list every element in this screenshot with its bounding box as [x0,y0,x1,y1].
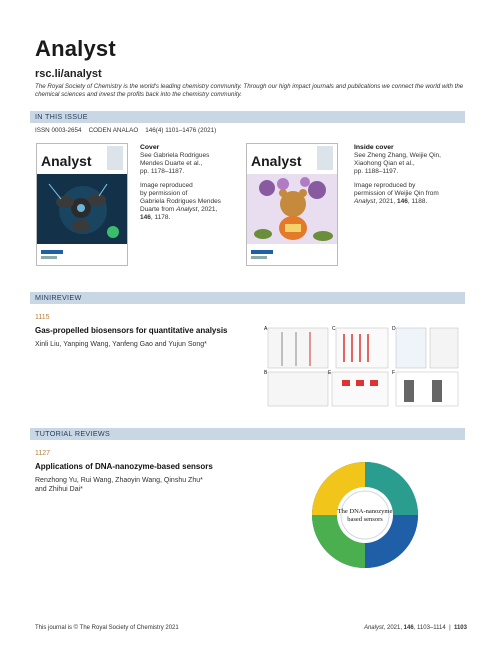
inside-cover-logo: Analyst [251,153,302,169]
footer-citation: Analyst, 2021, 146, 1103–1114 | 1103 [363,625,467,631]
inside-cover-image [246,143,338,266]
footer-copyright: This journal is © The Royal Society of Chemistry 2021 [35,625,179,631]
tutorial-title[interactable]: Applications of DNA-nanozyme-based sensors [35,462,213,471]
inside-cover-title: Inside cover [354,144,394,151]
cover-image [36,143,128,266]
fig-label-d: D [392,326,396,332]
issn-line [35,127,216,134]
cover-title: Cover [140,144,160,151]
fig-label-f: F [392,370,396,376]
minireview-figure [262,322,462,410]
figure-center-line1: The DNA-nanozyme [337,508,393,515]
footer-page-number: 1103 [453,625,467,631]
section-in-this-issue: IN THIS ISSUE [30,111,465,123]
fig-label-c: C [332,326,336,332]
coden: CODEN ANALAO [88,127,139,134]
minireview-authors: Xinli Liu, Yanping Wang, Yanfeng Gao and Yujun Song* [35,341,207,348]
fig-label-a: A [264,326,268,332]
cover-caption: Cover See Gabriela Rodrigues Mendes Duarte et al., pp. 1178–1187. Image reproduced by permission of Gabriela Rodrigues Mendes Duarte from Analyst, 2021, 146, 1178. [140,144,221,221]
figure-center-line2: based sensors [347,516,383,523]
inside-cover-art [247,144,338,266]
section-tutorial-reviews: TUTORIAL REVIEWS [30,428,465,440]
cover-logo: Analyst [41,153,92,169]
fig-label-b: B [264,370,268,376]
tutorial-page: 1127 [35,450,51,457]
tutorial-authors: Renzhong Yu, Rui Wang, Zhaoyin Wang, Qinshu Zhu* and Zhihui Dai* [35,477,203,493]
tutorial-figure [310,460,420,570]
fig-label-e: E [328,370,332,376]
journal-tagline: The Royal Society of Chemistry is the world's leading chemistry community. Through our high impact journals and publications we connect the world with the chemical sciences and invest the profits back into the chemistry community. [35,83,464,98]
journal-title: Analyst [35,36,116,61]
cover-art [37,144,128,266]
issn: ISSN 0003-2654 [35,127,82,134]
journal-url[interactable]: rsc.li/analyst [35,68,102,80]
section-minireview: MINIREVIEW [30,292,465,304]
minireview-title[interactable]: Gas-propelled biosensors for quantitative analysis [35,326,228,335]
inside-cover-caption: Inside cover See Zheng Zhang, Weijie Qin, Xiaohong Qian et al., pp. 1188–1197. Image reproduced by permission of Weijie Qin from Analyst, 2021, 146, 1188. [354,144,441,205]
minireview-page: 1115 [35,314,50,321]
issue-range: 146(4) 1101–1476 (2021) [145,127,217,134]
